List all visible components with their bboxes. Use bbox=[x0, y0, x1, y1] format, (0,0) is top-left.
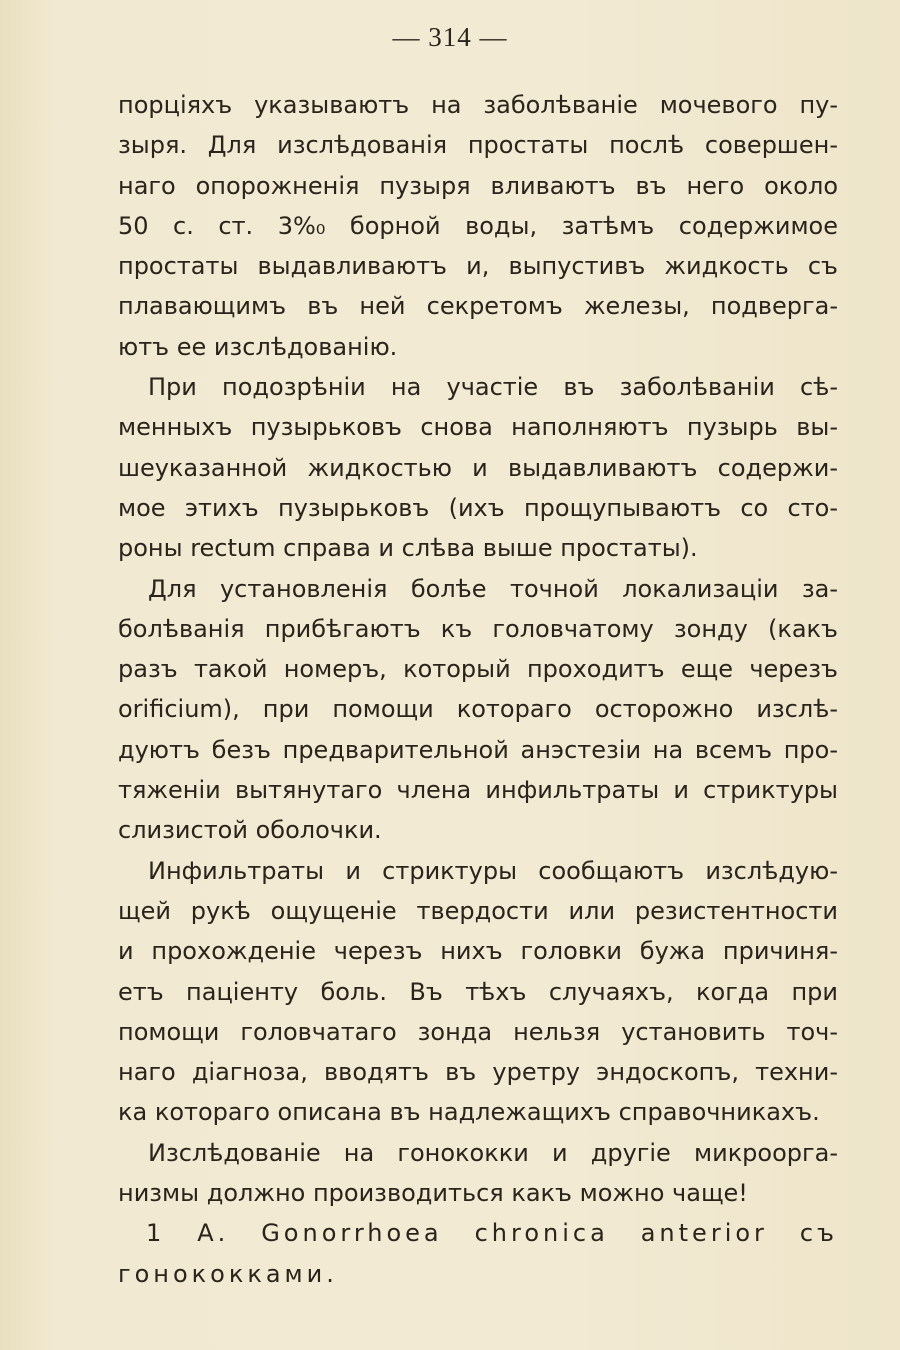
text-line: тяженiи вытянутаго члена инфильтраты и стриктуры bbox=[118, 776, 838, 805]
text-line: зыря. Для изслѣдованiя простаты послѣ совершен- bbox=[118, 131, 838, 160]
text-line: ка котораго описана въ надлежащихъ справочникахъ. bbox=[118, 1098, 820, 1127]
text-line: плавающимъ въ ней секретомъ железы, подверга- bbox=[118, 292, 838, 321]
text-line: 50 с. ст. 3%₀ борной воды, затѣмъ содержимое bbox=[118, 211, 838, 240]
text-line: и прохожденiе черезъ нихъ головки бужа причиня- bbox=[118, 937, 838, 966]
text-line: Изслѣдованiе на гонококки и другiе микроорга- bbox=[148, 1138, 838, 1167]
text-line: orificium), при помощи котораго осторожно изслѣ- bbox=[118, 695, 838, 724]
page-number: — 314 — bbox=[392, 22, 508, 52]
text-line: болѣванiя прибѣгаютъ къ головчатому зонду (какъ bbox=[118, 614, 838, 643]
text-line: роны rectum справа и слѣва выше простаты). bbox=[118, 534, 698, 563]
text-line: менныхъ пузырьковъ снова наполняютъ пузырь вы- bbox=[118, 413, 838, 442]
text-line: Инфильтраты и стриктуры сообщаютъ изслѣдую- bbox=[148, 856, 838, 885]
text-line: ютъ ее изслѣдованiю. bbox=[118, 332, 398, 361]
text-line: дуютъ безъ предварительной анэстезiи на всемъ про- bbox=[118, 735, 838, 764]
text-line: слизистой оболочки. bbox=[118, 816, 382, 845]
section-heading-continuation: гонококками. bbox=[118, 1259, 338, 1288]
text-line: низмы должно производиться какъ можно чаще! bbox=[118, 1179, 748, 1208]
text-line: етъ пацiенту боль. Въ тѣхъ случаяхъ, когда при bbox=[118, 977, 838, 1006]
body-text bbox=[118, 85, 838, 1294]
text-line: мое этихъ пузырьковъ (ихъ прощупываютъ со сто- bbox=[118, 493, 838, 522]
text-line: помощи головчатаго зонда нельзя установить точ- bbox=[118, 1017, 838, 1046]
text-line: порцiяхъ указываютъ на заболѣванiе мочевого пу- bbox=[118, 91, 838, 119]
text-line: щей рукѣ ощущенiе твердости или резистентности bbox=[118, 896, 838, 925]
text-line: наго опорожненiя пузыря вливаютъ въ него около bbox=[118, 171, 838, 200]
text-line: При подозрѣнiи на участiе въ заболѣванiи сѣ- bbox=[148, 373, 838, 402]
text-line: шеуказанной жидкостью и выдавливаютъ содержи- bbox=[118, 453, 838, 482]
text-line: наго дiагноза, вводятъ въ уретру эндоскопъ, техни- bbox=[118, 1058, 838, 1087]
text-line: простаты выдавливаютъ и, выпустивъ жидкость съ bbox=[118, 252, 838, 281]
section-heading: 1 А. Gonorrhoea chronica anterior съ bbox=[146, 1219, 838, 1248]
text-line: Для установленiя болѣе точной локализацiи за- bbox=[148, 574, 838, 603]
text-line: разъ такой номеръ, который проходитъ еще черезъ bbox=[118, 655, 838, 684]
